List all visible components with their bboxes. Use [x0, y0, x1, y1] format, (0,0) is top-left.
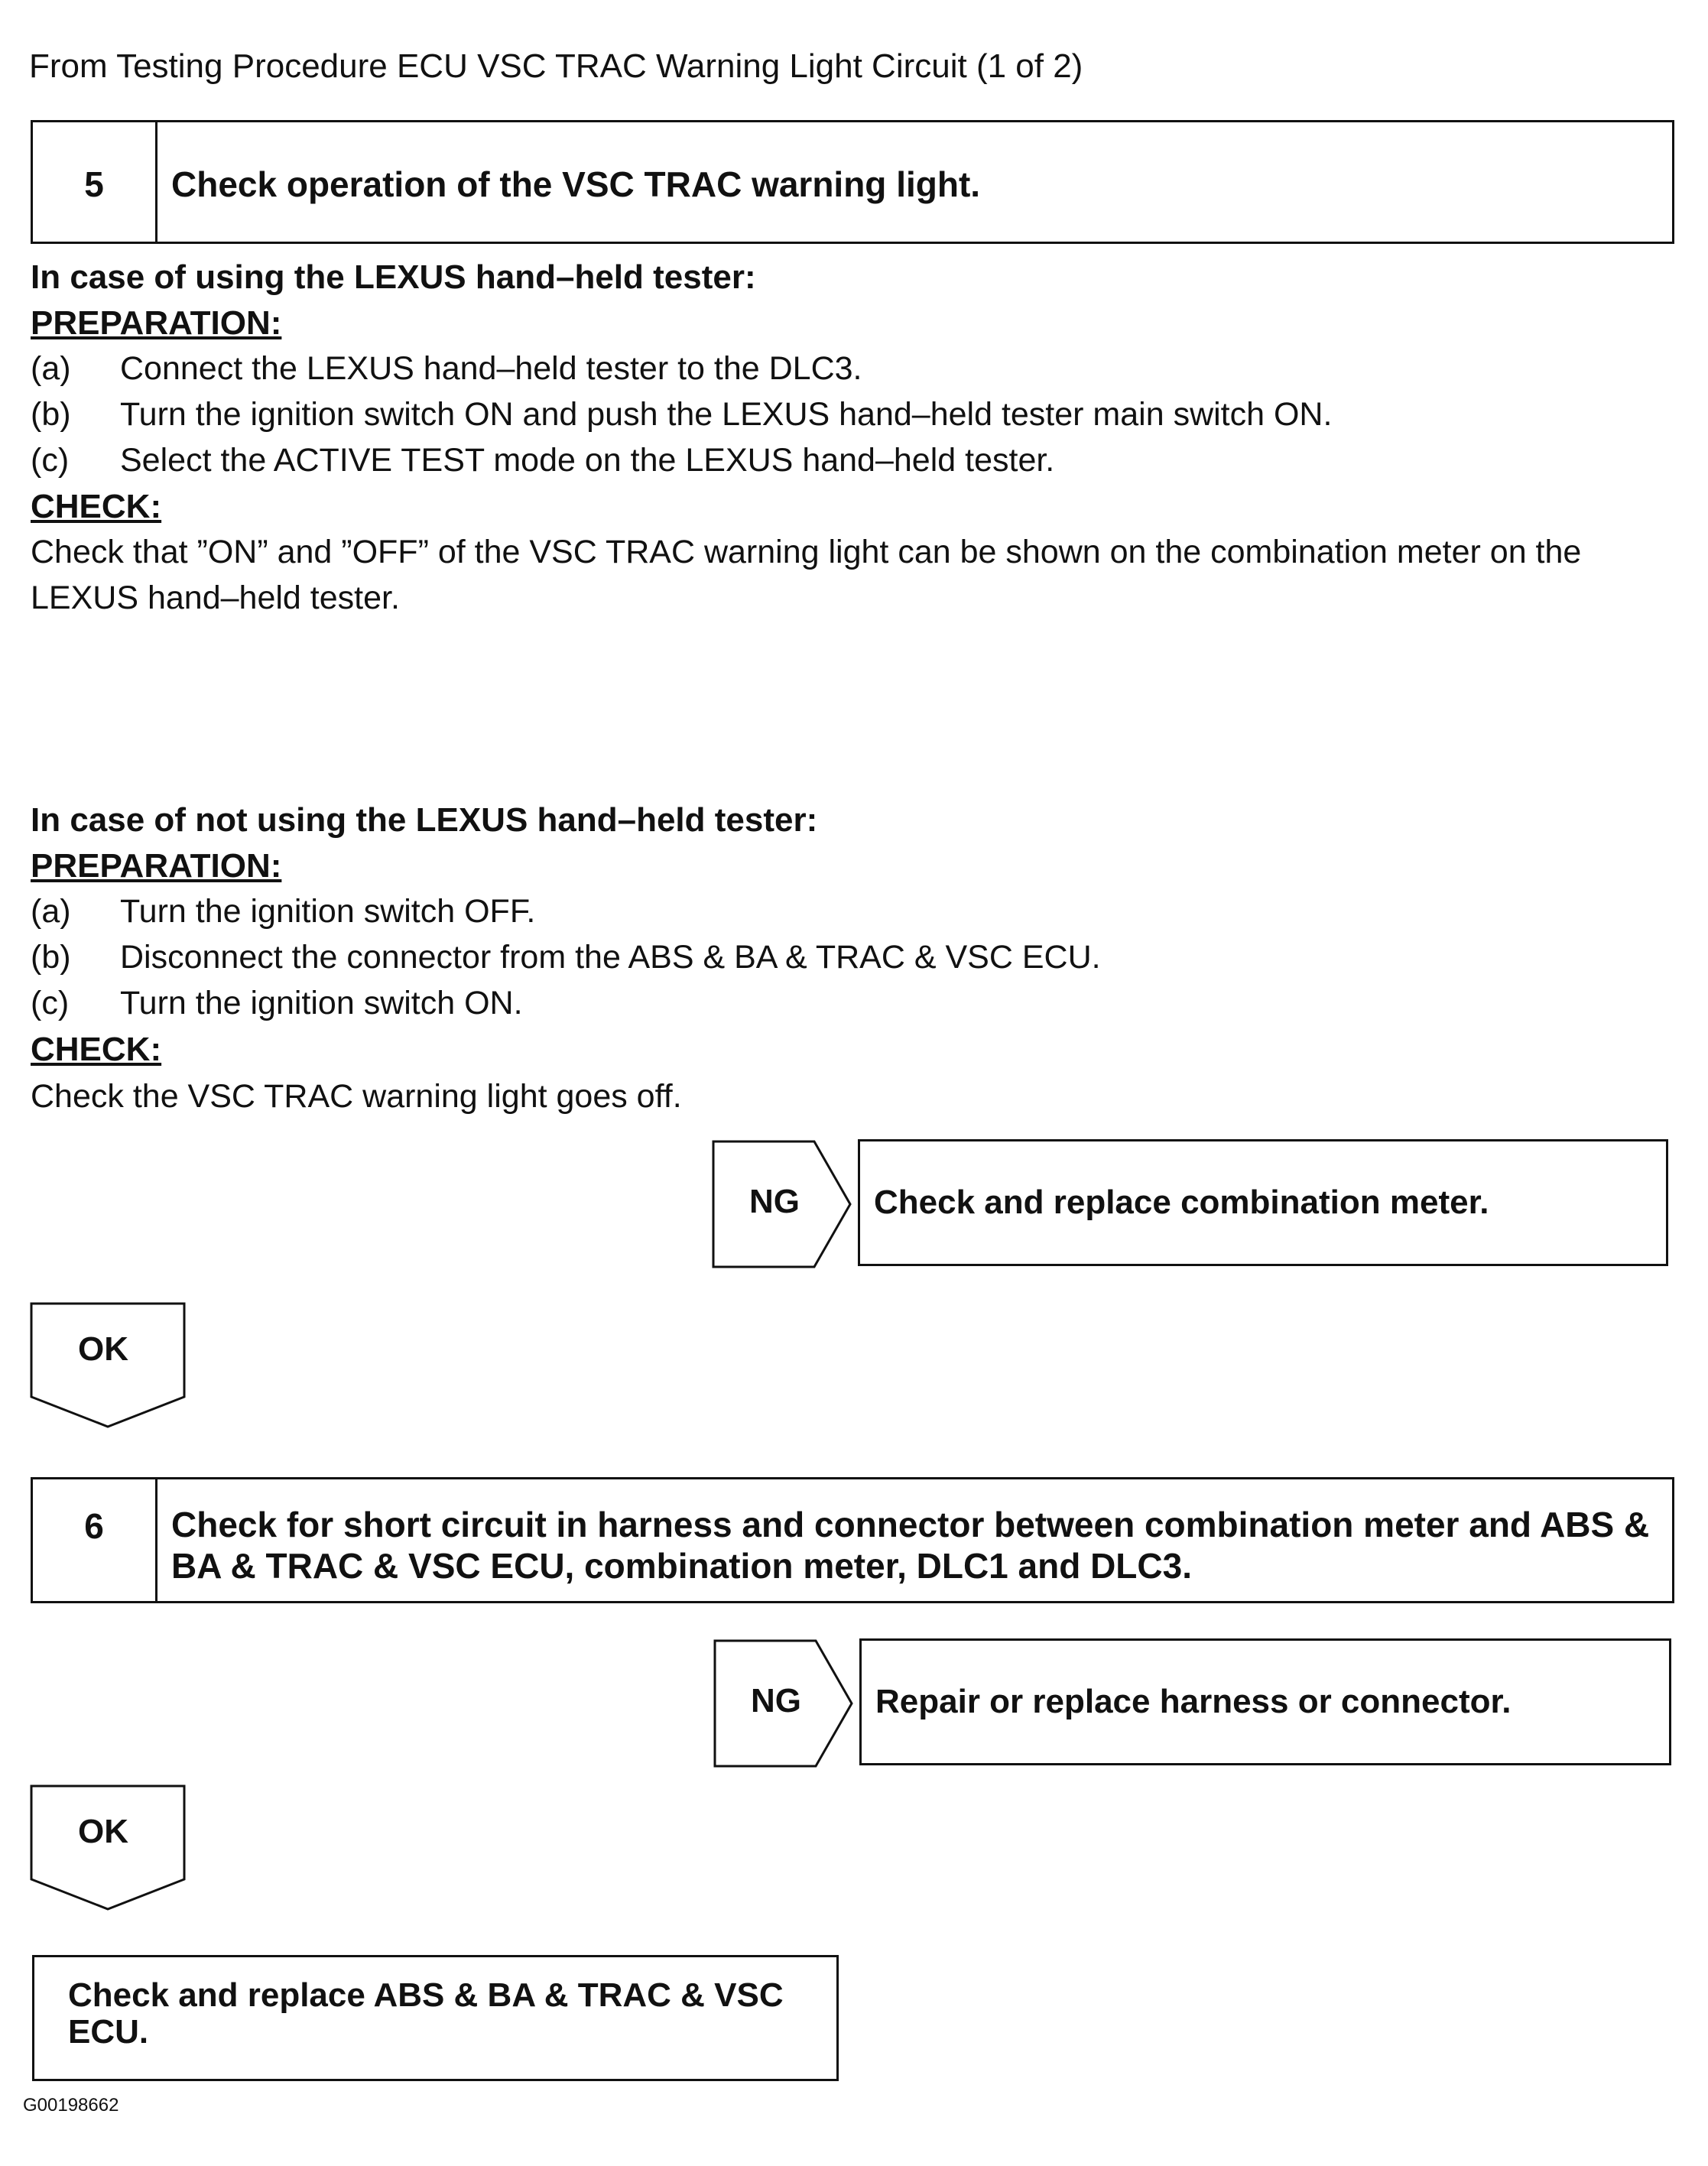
ng-1-label: NG	[749, 1183, 800, 1220]
no-tester-step-a	[31, 893, 535, 930]
no-tester-step-b-text: Disconnect the connector from the ABS & BA & TRAC & VSC ECU.	[120, 939, 1101, 976]
tester-step-b-text: Turn the ignition switch ON and push the LEXUS hand–held tester main switch ON.	[120, 396, 1333, 433]
no-tester-step-a-label: (a)	[31, 893, 71, 930]
tester-check-text: Check that ”ON” and ”OFF” of the VSC TRAC warning light can be shown on the combination meter on the LEXUS hand–held tester.	[31, 534, 1582, 616]
ng-2-label: NG	[751, 1682, 801, 1719]
step-5-number: 5	[33, 122, 157, 242]
no-tester-step-b	[31, 939, 1101, 976]
no-tester-step-c	[31, 985, 523, 1022]
tester-check-label: CHECK:	[31, 488, 162, 525]
tester-preparation-label: PREPARATION:	[31, 304, 282, 342]
tester-step-a-text: Connect the LEXUS hand–held tester to the DLC3.	[120, 350, 862, 387]
ng-2-result-box: Repair or replace harness or connector.	[859, 1638, 1671, 1765]
step-5-box	[31, 120, 1674, 244]
page-header: From Testing Procedure ECU VSC TRAC Warning Light Circuit (1 of 2)	[29, 47, 1083, 85]
step-6-box	[31, 1477, 1674, 1603]
tester-step-a-label: (a)	[31, 350, 71, 387]
no-tester-step-b-label: (b)	[31, 939, 71, 976]
no-tester-step-a-text: Turn the ignition switch OFF.	[120, 893, 536, 930]
tester-step-c	[31, 442, 1054, 479]
tester-step-a	[31, 350, 862, 388]
no-tester-check-label: CHECK:	[31, 1031, 162, 1068]
no-tester-step-c-text: Turn the ignition switch ON.	[120, 985, 523, 1021]
step-6-title: Check for short circuit in harness and connector between combination meter and ABS & BA & TRAC & VSC ECU, combination meter, DLC1 and DLC3.	[171, 1505, 1650, 1586]
tester-step-b-label: (b)	[31, 396, 71, 433]
final-action-box: Check and replace ABS & BA & TRAC & VSC ECU.	[32, 1955, 839, 2081]
no-tester-step-c-label: (c)	[31, 985, 70, 1021]
no-tester-preparation-label: PREPARATION:	[31, 847, 282, 885]
figure-id: G00198662	[23, 2095, 119, 2116]
no-tester-check-text: Check the VSC TRAC warning light goes off.	[31, 1078, 682, 1115]
ng-1-result-box: Check and replace combination meter.	[858, 1139, 1668, 1266]
tester-step-c-text: Select the ACTIVE TEST mode on the LEXUS hand–held tester.	[120, 442, 1055, 479]
tester-case-heading: In case of using the LEXUS hand–held tester:	[31, 258, 756, 296]
ok-1-label: OK	[78, 1330, 128, 1368]
ok-2-label: OK	[78, 1813, 128, 1850]
tester-step-c-label: (c)	[31, 442, 70, 479]
step-5-title: Check operation of the VSC TRAC warning light.	[171, 164, 981, 204]
no-tester-case-heading: In case of not using the LEXUS hand–held tester:	[31, 801, 818, 839]
tester-step-b	[31, 396, 1332, 434]
step-6-number: 6	[33, 1479, 157, 1601]
